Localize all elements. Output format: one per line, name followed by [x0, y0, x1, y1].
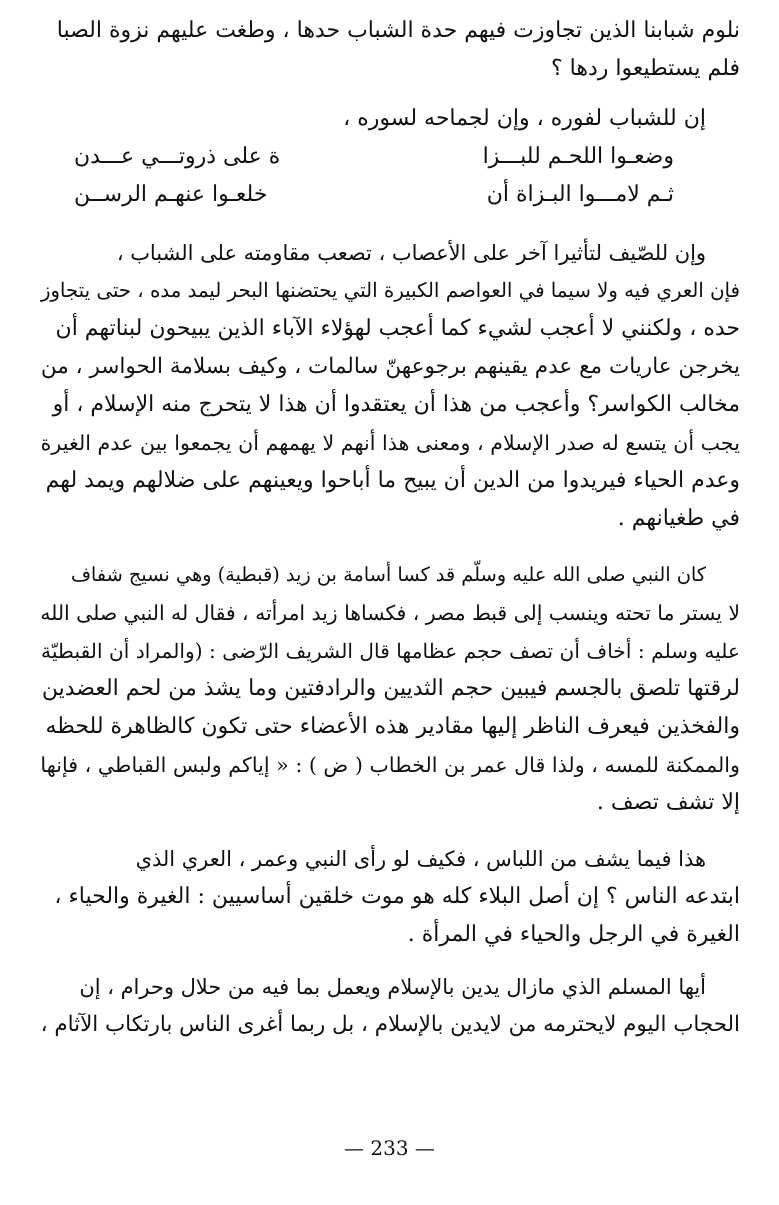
paragraph-1	[40, 12, 740, 88]
text-line: لرقتها تلصق بالجسم فيبين حجم الثديين والرادفتين وما يشذ من لحم العضدين	[41, 676, 740, 701]
text-line: هذا فيما يشف من اللباس ، فكيف لو رأى النبي وعمر ، العري الذي	[135, 847, 706, 871]
paragraph-4	[40, 556, 740, 822]
text-line: فلم يستطيعوا ردها ؟	[551, 56, 740, 81]
verse-hemistich-right: ثـم لامـــوا البـزاة أن	[486, 182, 674, 207]
verse-hemistich-right: وضعـوا اللحـم للبـــزا	[482, 144, 674, 169]
text-line: الغيرة في الرجل والحياء في المرأة .	[407, 922, 740, 947]
paragraph-5	[40, 840, 740, 954]
verse-line	[74, 138, 674, 176]
verse-hemistich-left: ة على ذروتـــي عـــدن	[74, 144, 281, 169]
verse-line	[74, 176, 674, 214]
text-line: إلا تشف تصف .	[596, 790, 740, 815]
paragraph-2	[40, 100, 740, 138]
text-line: إن للشباب لفوره ، وإن لجماحه لسوره ،	[343, 106, 706, 131]
text-line: يخرجن عاريات مع عدم يقينهم برجوعهنّ سالمات ، وكيف بسلامة الحواسر ، من	[40, 354, 740, 379]
text-line: نلوم شبابنا الذين تجاوزت فيهم حدة الشباب حدها ، وطغت عليهم نزوة الصبا	[56, 18, 740, 43]
text-line: والفخذين فيعرف الناظر إليها مقادير هذه الأعضاء حتى تكون كالظاهرة للحظه	[45, 714, 740, 739]
text-line: وإن للصّيف لتأثيرا آخر على الأعصاب ، تصعب مقاومته على الشباب ،	[116, 241, 706, 265]
text-line: كان النبي صلى الله عليه وسلّم قد كسا أسامة بن زيد (قبطية) وهي نسيج شفاف	[70, 563, 706, 586]
text-line: يجب أن يتسع له صدر الإسلام ، ومعنى هذا أنهم لا يهمهم أن يجمعوا بين عدم الغيرة	[40, 431, 740, 455]
poem-verse	[40, 138, 740, 214]
text-line: حده ، ولكنني لا أعجب لشيء كما أعجب لهؤلاء الآباء الذين يبيحون لبناتهم أن	[55, 316, 740, 341]
verse-hemistich-left: خلعـوا عنهـم الرســن	[74, 182, 268, 207]
text-line: لا يستر ما تحته وينسب إلى قبط مصر ، فكساها زيد امرأته ، فقال له النبي صلى الله	[40, 601, 740, 625]
page-number: — 233 —	[344, 1136, 435, 1160]
text-line: مخالب الكواسر؟ وأعجب من هذا أن يعتقدوا أن هذا لا يتحرج منه الإسلام ، أو	[52, 392, 740, 417]
text-line: عليه وسلم : أخاف أن تصف حجم عظامها قال الشريف الرّضى : (والمراد أن القبطيّة	[41, 639, 740, 663]
page-body	[40, 12, 740, 1044]
text-line: أيها المسلم الذي مازال يدين بالإسلام ويعمل بما فيه من حلال وحرام ، إن	[79, 975, 706, 999]
paragraph-6	[40, 968, 740, 1044]
text-line: والممكنة للمسه ، ولذا قال عمر بن الخطاب ( ض ) : « إياكم ولبس القباطي ، فإنها	[40, 753, 740, 777]
text-line: وعدم الحياء فيريدوا من الدين أن يبيح ما أباحوا ويعينهم على ضلالهم ويمد لهم	[45, 468, 740, 493]
text-line: الحجاب اليوم لايحترمه من لايدين بالإسلام ، بل ربما أغرى الناس بارتكاب الآثام ،	[40, 1012, 740, 1037]
paragraph-3	[40, 234, 740, 538]
text-line: ابتدعه الناس ؟ إن أصل البلاء كله هو موت خلقين أساسيين : الغيرة والحياء ،	[54, 884, 740, 909]
text-line: فإن العري فيه ولا سيما في العواصم الكبيرة التي يحتضنها البحر ليمد مده ، حتى يتجاوز	[40, 279, 740, 302]
text-line: في طغيانهم .	[617, 506, 740, 531]
